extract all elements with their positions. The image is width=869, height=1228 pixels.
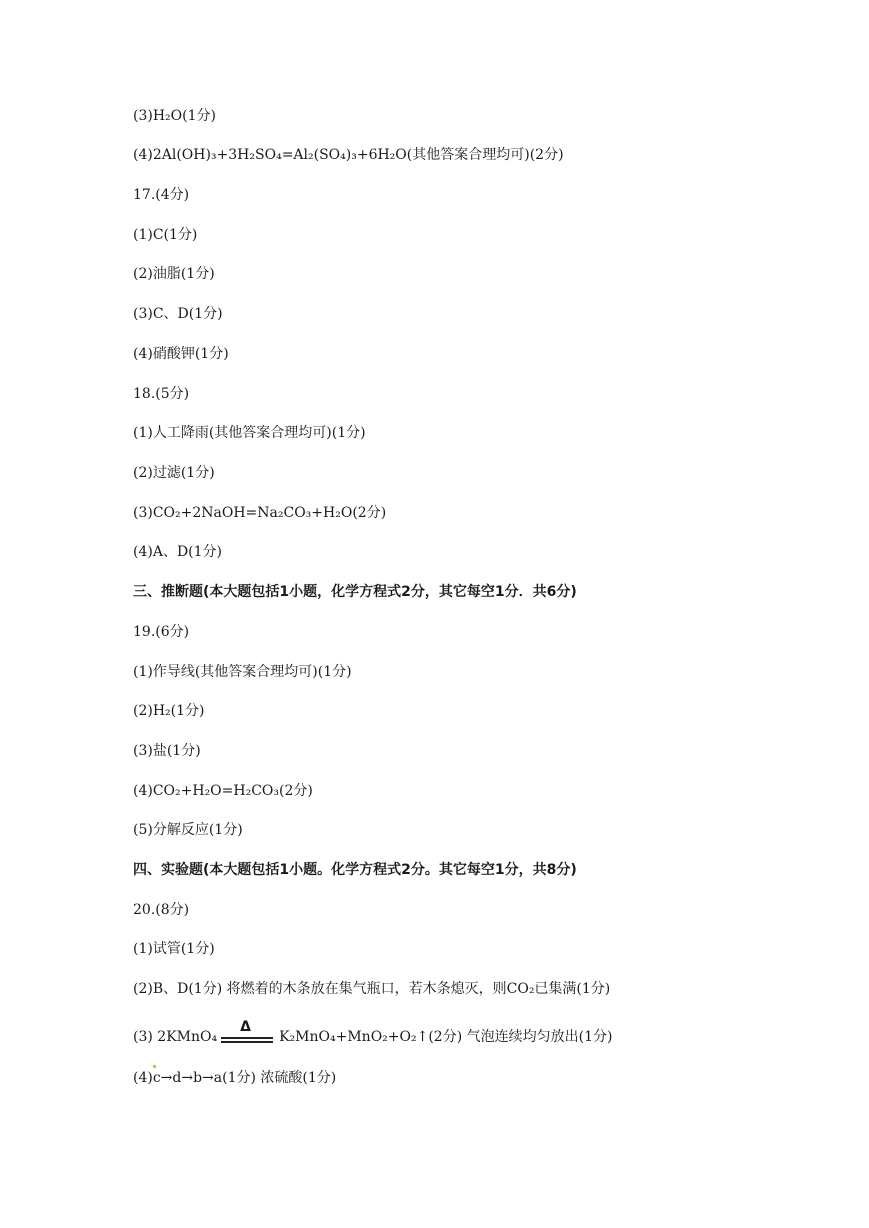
answer-line-19-3: (3)盐(1分) [133,743,201,759]
answer-line-16-4: (4)2Al(OH)₃+3H₂SO₄=Al₂(SO₄)₃+6H₂O(其他答案合理均可)(2分) [133,147,564,163]
mark-dot [153,1065,156,1068]
answer-line-18-3: (3)CO₂+2NaOH=Na₂CO₃+H₂O(2分) [133,505,387,521]
answer-line-16-3: (3)H₂O(1分) [133,108,216,124]
answer-line-18-2: (2)过滤(1分) [133,465,215,481]
equation-reactant: (3) 2KMnO₄ [133,1029,218,1045]
answer-line-20-2: (2)B、D(1分) 将燃着的木条放在集气瓶口，若木条熄灭，则CO₂已集满(1分) [133,981,611,997]
answer-line-19-1: (1)作导线(其他答案合理均可)(1分) [133,664,352,680]
answer-line-19-2: (2)H₂(1分) [133,703,205,719]
answer-line-17-2: (2)油脂(1分) [133,266,215,282]
equation-products: K₂MnO₄+MnO₂+O₂↑(2分) 气泡连续均匀放出(1分) [279,1029,613,1045]
section-3-heading: 三、推断题(本大题包括1小题，化学方程式2分，其它每空1分．共6分) [133,584,577,600]
answer-line-19-5: (5)分解反应(1分) [133,822,243,838]
answer-line-18-4: (4)A、D(1分) [133,544,222,560]
question-17-heading: 17.(4分) [133,187,190,203]
heating-equals-sign [221,1019,273,1046]
question-18-heading: 18.(5分) [133,386,190,402]
answer-line-20-1: (1)试管(1分) [133,941,215,957]
answer-line-20-3 [133,1019,613,1046]
question-20-heading: 20.(8分) [133,902,190,918]
question-19-heading: 19.(6分) [133,624,190,640]
answer-line-17-4: (4)硝酸钾(1分) [133,346,229,362]
answer-line-20-4: (4)c→d→b→a(1分) 浓硫酸(1分) [133,1070,337,1086]
section-4-heading: 四、实验题(本大题包括1小题。化学方程式2分。其它每空1分，共8分) [133,862,577,878]
delta-symbol: Δ [240,1019,251,1035]
answer-line-18-1: (1)人工降雨(其他答案合理均可)(1分) [133,425,366,441]
answer-line-17-1: (1)C(1分) [133,227,198,243]
answer-line-19-4: (4)CO₂+H₂O=H₂CO₃(2分) [133,783,313,799]
answer-line-17-3: (3)C、D(1分) [133,306,223,322]
